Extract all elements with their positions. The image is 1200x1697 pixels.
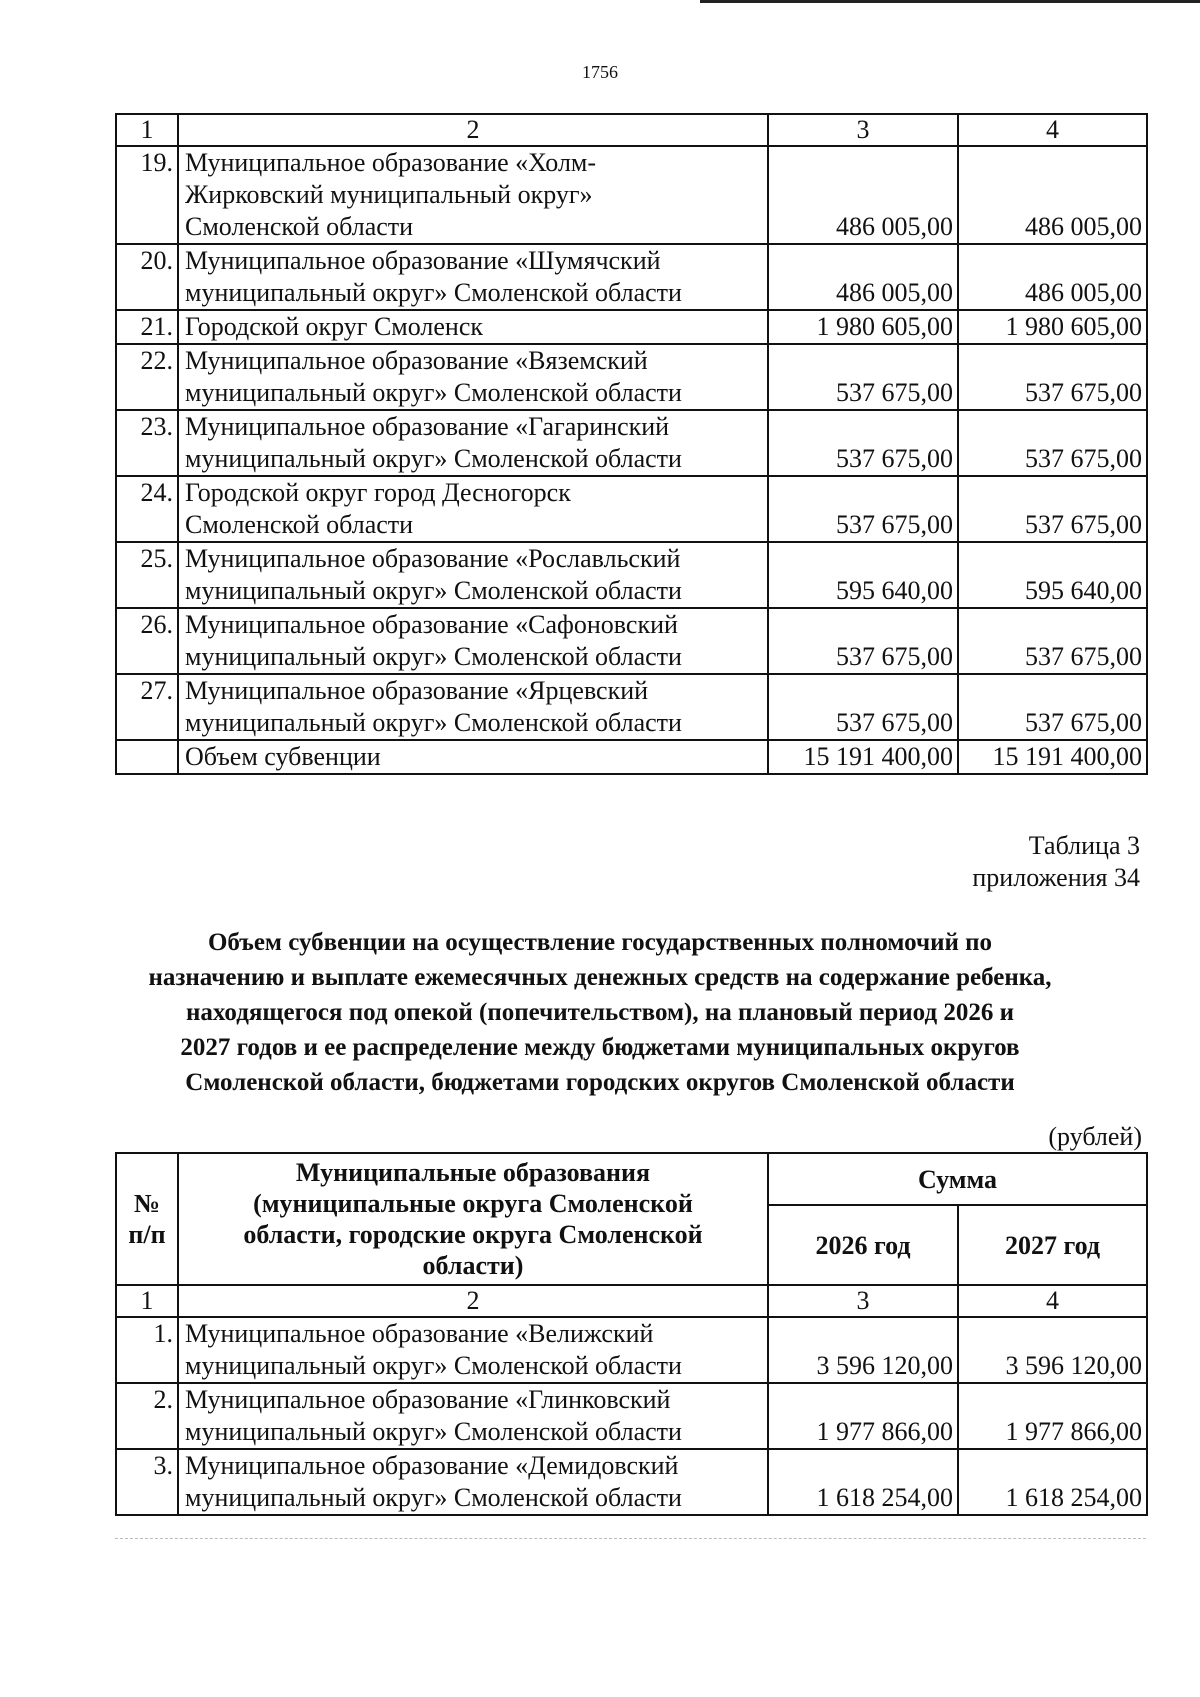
col-index-2: 2 bbox=[178, 1285, 768, 1317]
col-index-1: 1 bbox=[116, 114, 178, 146]
name-line: Муниципальное образование «Рославльский bbox=[185, 544, 681, 573]
table-row bbox=[116, 542, 1147, 608]
table-number: Таблица 3 bbox=[1028, 831, 1140, 860]
table-row bbox=[116, 608, 1147, 674]
allocation-table-continued bbox=[115, 113, 1148, 775]
row-number: 26. bbox=[116, 608, 178, 674]
name-line: муниципальный округ» Смоленской области bbox=[185, 1351, 682, 1380]
municipality-name bbox=[178, 476, 768, 542]
name-line: Смоленской области bbox=[185, 212, 414, 241]
row-number: 2. bbox=[116, 1383, 178, 1449]
table-row bbox=[116, 344, 1147, 410]
header-line: Муниципальные образования bbox=[295, 1158, 651, 1187]
name-line: Муниципальное образование «Ярцевский bbox=[185, 676, 649, 705]
amount-2026: 537 675,00 bbox=[768, 344, 958, 410]
municipality-name bbox=[178, 1383, 768, 1449]
name-line: Муниципальное образование «Вяземский bbox=[185, 346, 648, 375]
amount-2027: 537 675,00 bbox=[958, 344, 1147, 410]
table-title bbox=[100, 925, 1100, 1100]
municipality-name bbox=[178, 1449, 768, 1515]
scan-artifact-line bbox=[115, 1538, 1146, 1539]
col-index-4: 4 bbox=[958, 114, 1147, 146]
name-line: муниципальный округ» Смоленской области bbox=[185, 378, 682, 407]
amount-2027: 537 675,00 bbox=[958, 410, 1147, 476]
total-empty-cell bbox=[116, 740, 178, 774]
name-line: муниципальный округ» Смоленской области bbox=[185, 1417, 682, 1446]
header-num-symbol: № bbox=[133, 1189, 161, 1218]
municipality-name bbox=[178, 1317, 768, 1383]
amount-2026: 595 640,00 bbox=[768, 542, 958, 608]
amount-2027: 537 675,00 bbox=[958, 674, 1147, 740]
total-row bbox=[116, 740, 1147, 774]
name-line: Смоленской области bbox=[185, 510, 414, 539]
amount-2026: 537 675,00 bbox=[768, 674, 958, 740]
title-line: Смоленской области, бюджетами городских округов Смоленской области bbox=[185, 1069, 1015, 1096]
row-number: 21. bbox=[116, 310, 178, 344]
name-line: Муниципальное образование «Сафоновский bbox=[185, 610, 678, 639]
name-line: муниципальный округ» Смоленской области bbox=[185, 278, 682, 307]
name-line: муниципальный округ» Смоленской области bbox=[185, 642, 682, 671]
row-number: 24. bbox=[116, 476, 178, 542]
amount-2026: 486 005,00 bbox=[768, 244, 958, 310]
table-row bbox=[116, 674, 1147, 740]
row-number: 27. bbox=[116, 674, 178, 740]
title-line: находящегося под опекой (попечительством), на плановый период 2026 и bbox=[185, 999, 1014, 1026]
header-line: (муниципальные округа Смоленской bbox=[253, 1189, 693, 1218]
col-index-3: 3 bbox=[768, 114, 958, 146]
title-line: Объем субвенции на осуществление государственных полномочий по bbox=[207, 929, 993, 956]
col-index-3: 3 bbox=[768, 1285, 958, 1317]
page-number: 1756 bbox=[582, 62, 618, 82]
total-label: Объем субвенции bbox=[178, 740, 768, 774]
amount-2026: 1 980 605,00 bbox=[768, 310, 958, 344]
title-line: 2027 годов и ее распределение между бюджетами муниципальных округов bbox=[180, 1034, 1020, 1061]
name-line: Городской округ город Десногорск bbox=[185, 478, 571, 507]
row-number: 25. bbox=[116, 542, 178, 608]
appendix-ref: приложения 34 bbox=[972, 863, 1140, 892]
name-line: Городской округ Смоленск bbox=[185, 312, 483, 341]
municipality-name bbox=[178, 608, 768, 674]
amount-2026: 537 675,00 bbox=[768, 476, 958, 542]
amount-2026: 1 618 254,00 bbox=[768, 1449, 958, 1515]
row-number: 23. bbox=[116, 410, 178, 476]
amount-2027: 1 977 866,00 bbox=[958, 1383, 1147, 1449]
header-sum: Сумма bbox=[768, 1153, 1147, 1205]
amount-2026: 537 675,00 bbox=[768, 608, 958, 674]
amount-2027: 1 980 605,00 bbox=[958, 310, 1147, 344]
header-year-2027: 2027 год bbox=[958, 1205, 1147, 1285]
municipality-name bbox=[178, 244, 768, 310]
name-line: муниципальный округ» Смоленской области bbox=[185, 576, 682, 605]
amount-2026: 537 675,00 bbox=[768, 410, 958, 476]
amount-2027: 486 005,00 bbox=[958, 146, 1147, 244]
municipality-name bbox=[178, 310, 768, 344]
table-row bbox=[116, 310, 1147, 344]
municipality-name bbox=[178, 146, 768, 244]
municipality-name bbox=[178, 344, 768, 410]
header-line: области, городские округа Смоленской bbox=[243, 1220, 703, 1249]
name-line: Муниципальное образование «Шумячский bbox=[185, 246, 661, 275]
scan-edge-mark bbox=[700, 0, 1200, 3]
amount-2026: 486 005,00 bbox=[768, 146, 958, 244]
municipality-name bbox=[178, 542, 768, 608]
table-row bbox=[116, 476, 1147, 542]
amount-2027: 1 618 254,00 bbox=[958, 1449, 1147, 1515]
name-line: Муниципальное образование «Глинковский bbox=[185, 1385, 671, 1414]
table-row bbox=[116, 1317, 1147, 1383]
table-row bbox=[116, 1449, 1147, 1515]
table-label bbox=[972, 830, 1140, 894]
header-num bbox=[116, 1153, 178, 1285]
total-2026: 15 191 400,00 bbox=[768, 740, 958, 774]
amount-2027: 537 675,00 bbox=[958, 476, 1147, 542]
units-label: (рублей) bbox=[1048, 1122, 1142, 1151]
amount-2027: 3 596 120,00 bbox=[958, 1317, 1147, 1383]
col-index-2: 2 bbox=[178, 114, 768, 146]
name-line: Жирковский муниципальный округ» bbox=[185, 180, 593, 209]
name-line: Муниципальное образование «Велижский bbox=[185, 1319, 654, 1348]
name-line: Муниципальное образование «Гагаринский bbox=[185, 412, 670, 441]
amount-2027: 486 005,00 bbox=[958, 244, 1147, 310]
table-row bbox=[116, 244, 1147, 310]
header-municipality bbox=[178, 1153, 768, 1285]
row-number: 20. bbox=[116, 244, 178, 310]
column-index-row bbox=[116, 114, 1147, 146]
total-2027: 15 191 400,00 bbox=[958, 740, 1147, 774]
allocation-table bbox=[115, 1152, 1148, 1516]
row-number: 22. bbox=[116, 344, 178, 410]
table-row bbox=[116, 146, 1147, 244]
amount-2026: 3 596 120,00 bbox=[768, 1317, 958, 1383]
title-line: назначению и выплате ежемесячных денежных средств на содержание ребенка, bbox=[148, 964, 1052, 991]
amount-2026: 1 977 866,00 bbox=[768, 1383, 958, 1449]
name-line: муниципальный округ» Смоленской области bbox=[185, 444, 682, 473]
municipality-name bbox=[178, 674, 768, 740]
table-row bbox=[116, 410, 1147, 476]
name-line: муниципальный округ» Смоленской области bbox=[185, 1483, 682, 1512]
amount-2027: 595 640,00 bbox=[958, 542, 1147, 608]
municipality-name bbox=[178, 410, 768, 476]
header-year-2026: 2026 год bbox=[768, 1205, 958, 1285]
col-index-1: 1 bbox=[116, 1285, 178, 1317]
column-index-row bbox=[116, 1285, 1147, 1317]
name-line: Муниципальное образование «Холм- bbox=[185, 148, 597, 177]
name-line: муниципальный округ» Смоленской области bbox=[185, 708, 682, 737]
col-index-4: 4 bbox=[958, 1285, 1147, 1317]
header-num-abbr: п/п bbox=[128, 1220, 166, 1249]
amount-2027: 537 675,00 bbox=[958, 608, 1147, 674]
header-line: области) bbox=[422, 1251, 524, 1280]
row-number: 1. bbox=[116, 1317, 178, 1383]
row-number: 19. bbox=[116, 146, 178, 244]
name-line: Муниципальное образование «Демидовский bbox=[185, 1451, 679, 1480]
row-number: 3. bbox=[116, 1449, 178, 1515]
table-row bbox=[116, 1383, 1147, 1449]
